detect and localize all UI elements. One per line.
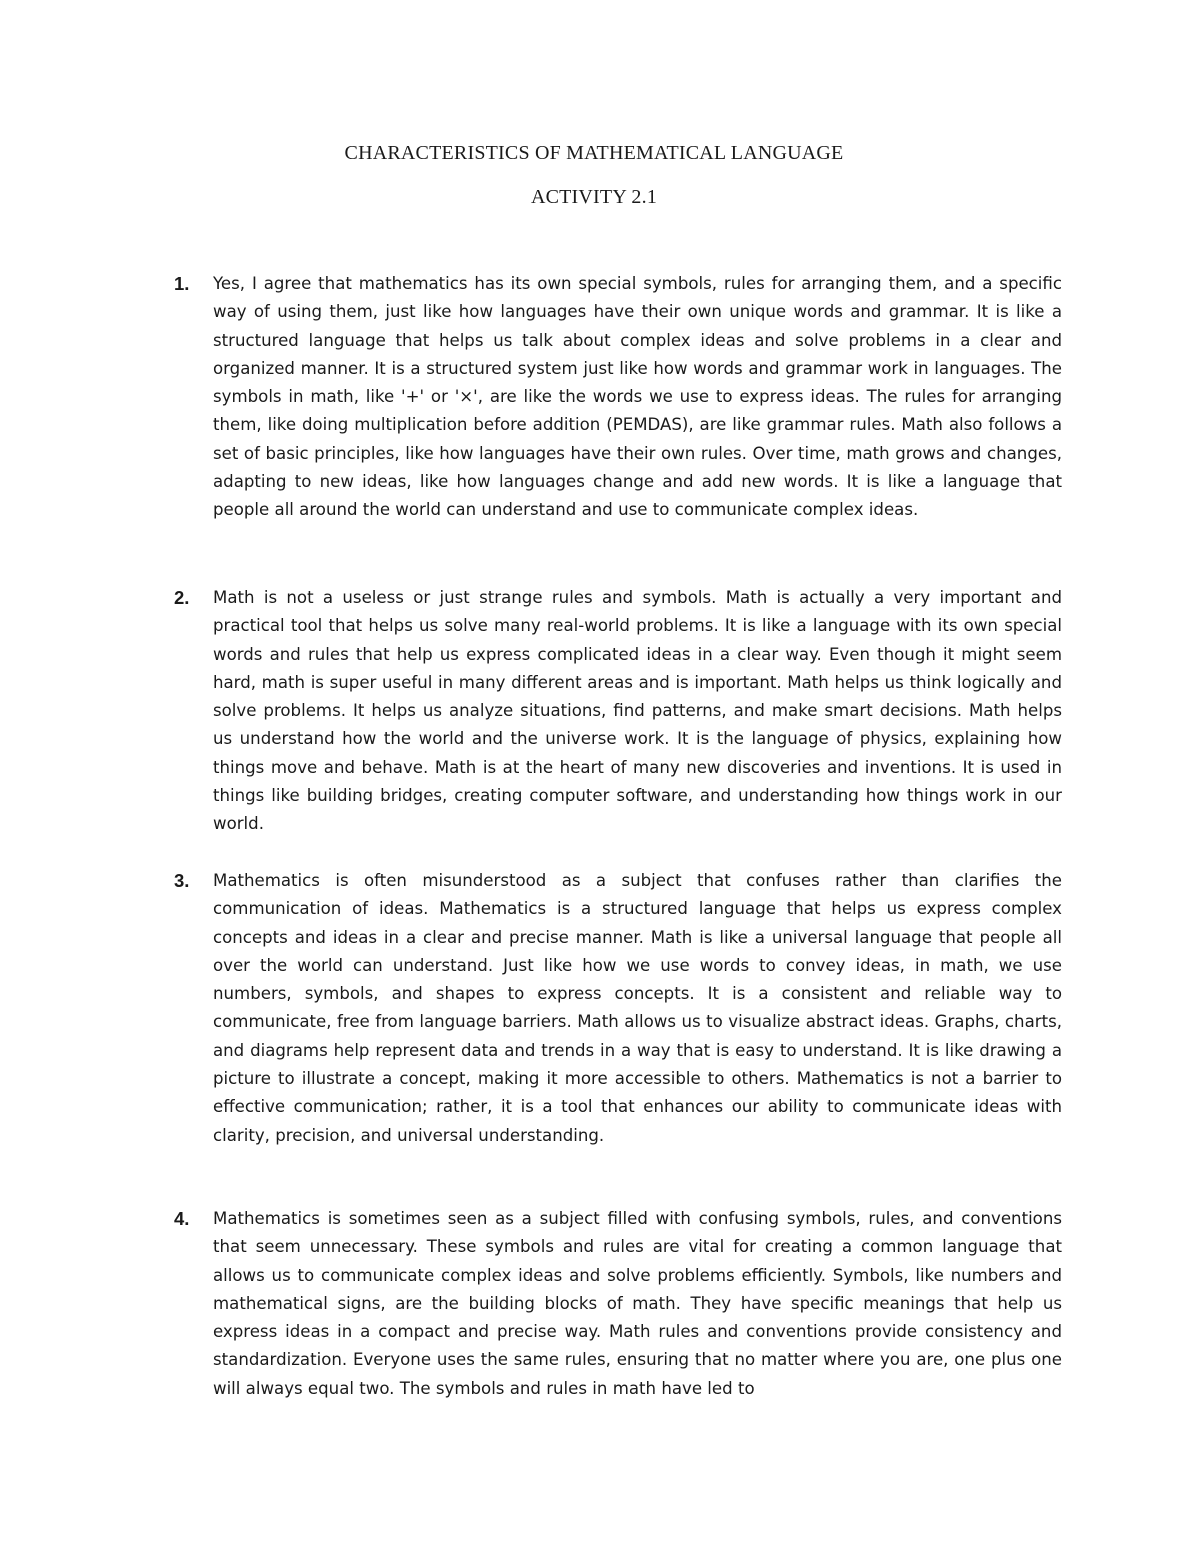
item-number: 3. <box>174 870 190 891</box>
item-paragraph: Math is not a useless or just strange rules and symbols. Math is actually a very important and practical tool that helps us solve many real-world problems. It is like a language with its own special words and rules that help us express complicated ideas in a clear way. Even though it might seem hard, math is super useful in many different areas and is important. Math helps us think logically and solve problems. It helps us analyze situations, find patterns, and make smart decisions. Math helps us understand how the world and the universe work. It is the language of physics, explaining how things move and behave. Math is at the heart of many new discoveries and inventions. It is used in things like building bridges, creating computer software, and understanding how things work in our world. <box>213 588 1062 834</box>
item-number: 2. <box>174 587 190 608</box>
item-paragraph: Mathematics is often misunderstood as a subject that confuses rather than clarifies the communication of ideas. Mathematics is a structured language that helps us express complex concepts and ideas in a clear and precise manner. Math is like a universal language that people all over the world can understand. Just like how we use words to convey ideas, in math, we use numbers, symbols, and shapes to express concepts. It is a consistent and reliable way to communicate, free from language barriers. Math allows us to visualize abstract ideas. Graphs, charts, and diagrams help represent data and trends in a way that is easy to understand. It is like drawing a picture to illustrate a concept, making it more accessible to others. Mathematics is not a barrier to effective communication; rather, it is a tool that enhances our ability to communicate ideas with clarity, precision, and universal understanding. <box>213 871 1062 1145</box>
item-paragraph: Yes, I agree that mathematics has its own special symbols, rules for arranging them, and a specific way of using them, just like how languages have their own unique words and grammar. It is like a structured language that helps us talk about complex ideas and solve problems in a clear and organized manner. It is a structured system just like how words and grammar work in languages. The symbols in math, like '+' or '×', are like the words we use to express ideas. The rules for arranging them, like doing multiplication before addition (PEMDAS), are like grammar rules. Math also follows a set of basic principles, like how languages have their own rules. Over time, math grows and changes, adapting to new ideas, like how languages change and add new words. It is like a language that people all around the world can understand and use to communicate complex ideas. <box>213 274 1062 520</box>
item-number: 4. <box>174 1208 190 1229</box>
document-title: CHARACTERISTICS OF MATHEMATICAL LANGUAGE <box>344 142 844 164</box>
item-paragraph: Mathematics is sometimes seen as a subject filled with confusing symbols, rules, and conventions that seem unnecessary. These symbols and rules are vital for creating a common language that allows us to communicate complex ideas and solve problems efficiently. Symbols, like numbers and mathematical signs, are the building blocks of math. They have specific meanings that help us express ideas in a compact and precise way. Math rules and conventions provide consistency and standardization. Everyone uses the same rules, ensuring that no matter where you are, one plus one will always equal two. The symbols and rules in math have led to <box>213 1209 1062 1398</box>
item-number: 1. <box>174 273 190 294</box>
document-subtitle: ACTIVITY 2.1 <box>530 186 658 208</box>
